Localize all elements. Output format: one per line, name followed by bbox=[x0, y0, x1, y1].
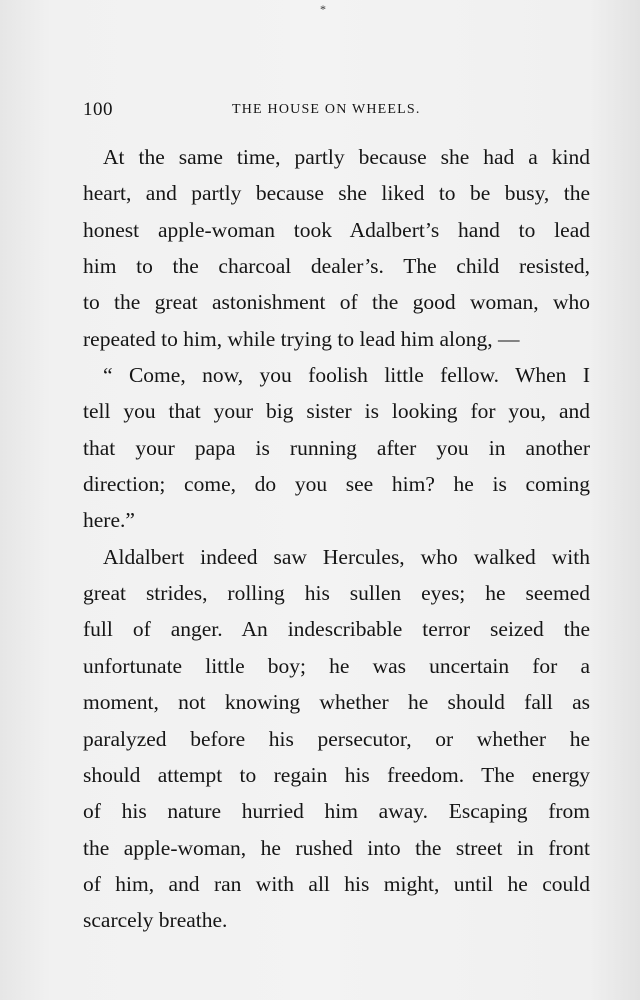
text-line: that your papa is running after you in another bbox=[83, 435, 590, 460]
page-number: 100 bbox=[83, 99, 113, 120]
text-line: full of anger. An indescribable terror seized the bbox=[83, 617, 590, 642]
body-text bbox=[83, 139, 590, 939]
text-line: here.” bbox=[83, 508, 135, 533]
text-line: repeated to him, while trying to lead him along, — bbox=[83, 326, 520, 351]
text-line: scarcely breathe. bbox=[83, 908, 228, 933]
text-line: him to the charcoal dealer’s. The child resisted, bbox=[83, 254, 590, 279]
text-line: great strides, rolling his sullen eyes; he seemed bbox=[83, 581, 590, 606]
running-head: THE HOUSE ON WHEELS. bbox=[232, 102, 421, 117]
text-line: of him, and ran with all his might, until he could bbox=[83, 871, 590, 896]
page-ornament: * bbox=[320, 2, 326, 16]
text-line: Aldalbert indeed saw Hercules, who walked with bbox=[103, 544, 590, 569]
text-line: “ Come, now, you foolish little fellow. When I bbox=[103, 363, 590, 388]
text-line: At the same time, partly because she had a kind bbox=[103, 145, 590, 169]
text-line: paralyzed before his persecutor, or whether he bbox=[83, 726, 590, 751]
text-line: tell you that your big sister is looking for you, and bbox=[83, 399, 590, 424]
text-line: the apple-woman, he rushed into the street in front bbox=[83, 835, 590, 860]
page-header bbox=[83, 99, 559, 123]
text-line: heart, and partly because she liked to be busy, the bbox=[83, 181, 590, 206]
text-line: should attempt to regain his freedom. The energy bbox=[83, 762, 590, 787]
text-line: moment, not knowing whether he should fall as bbox=[83, 690, 590, 715]
text-line: direction; come, do you see him? he is coming bbox=[83, 472, 590, 497]
text-line: to the great astonishment of the good woman, who bbox=[83, 290, 590, 315]
text-line: of his nature hurried him away. Escaping from bbox=[83, 799, 590, 824]
text-line: unfortunate little boy; he was uncertain for a bbox=[83, 653, 590, 678]
text-line: honest apple-woman took Adalbert’s hand to lead bbox=[83, 217, 590, 242]
